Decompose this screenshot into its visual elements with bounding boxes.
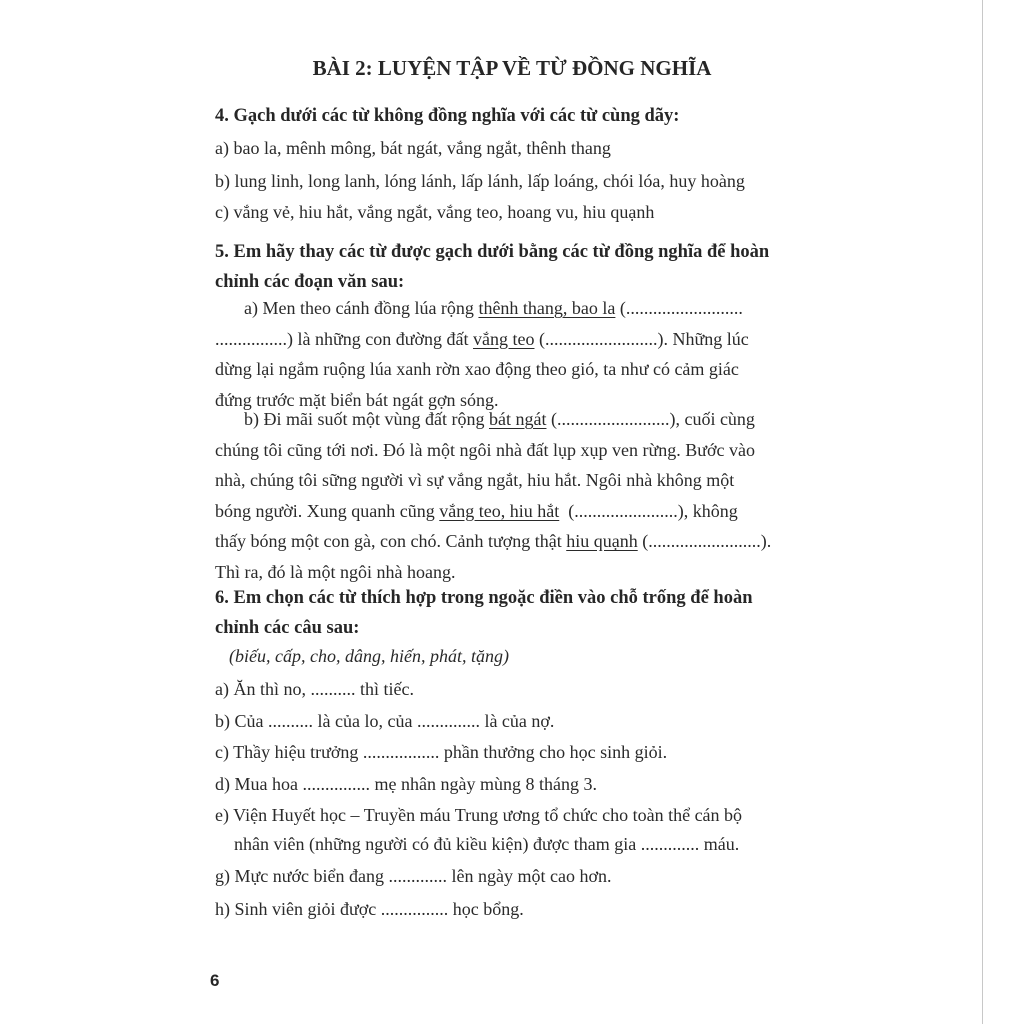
blank-fill: (.......................), không xyxy=(559,500,738,521)
page-number: 6 xyxy=(210,971,220,990)
exercise-5-heading xyxy=(215,237,825,297)
exercise-4-item-c: c) vắng vẻ, hiu hắt, vắng ngắt, vắng teo, hoang vu, hiu quạnh xyxy=(215,202,655,222)
page-edge xyxy=(982,0,983,1024)
underlined-phrase: hiu quạnh xyxy=(566,531,638,551)
text-segment: ................) là những con đường đất xyxy=(215,328,473,349)
exercise-6-heading xyxy=(215,583,825,643)
text-segment: b) Đi mãi suốt một vùng đất rộng xyxy=(244,409,489,429)
exercise-6-item-e-line-1: e) Viện Huyết học – Truyền máu Trung ương tổ chức cho toàn thể cán bộ xyxy=(215,805,743,825)
exercise-5-paragraph-b xyxy=(215,404,825,587)
exercise-6-item-c: c) Thầy hiệu trưởng ................. phần thưởng cho học sinh giỏi. xyxy=(215,742,668,762)
exercise-6-item-d: d) Mua hoa ............... mẹ nhân ngày mùng 8 tháng 3. xyxy=(215,774,597,794)
paragraph-b-line-4 xyxy=(215,496,825,527)
exercise-4-item-b: b) lung linh, long lanh, lóng lánh, lấp lánh, lấp loáng, chói lóa, huy hoàng xyxy=(215,171,745,191)
paragraph-b-line-5 xyxy=(215,526,825,557)
underlined-phrase: vắng teo, hiu hắt xyxy=(439,500,560,521)
blank-fill: (.........................). xyxy=(637,531,772,551)
paragraph-b-line-2: chúng tôi cũng tới nơi. Đó là một ngôi nhà đất lụp xụp ven rừng. Bước vào xyxy=(215,439,755,460)
exercise-6-item-g: g) Mực nước biển đang ............. lên ngày một cao hơn. xyxy=(215,866,612,886)
exercise-6-item-b: b) Của .......... là của lo, của .............. là của nợ. xyxy=(215,711,555,731)
exercise-6-heading-line-1: 6. Em chọn các từ thích hợp trong ngoặc điền vào chỗ trống để hoàn xyxy=(215,588,753,608)
paragraph-a-line-1 xyxy=(215,293,825,324)
paragraph-b-line-6: Thì ra, đó là một ngôi nhà hoang. xyxy=(215,561,456,582)
paragraph-b-line-3: nhà, chúng tôi sững người vì sự vắng ngắt, hiu hắt. Ngôi nhà không một xyxy=(215,470,735,490)
text-segment: bóng người. Xung quanh cũng xyxy=(215,500,440,521)
exercise-6-item-h: h) Sinh viên giỏi được ............... học bổng. xyxy=(215,899,524,919)
paragraph-b-line-1 xyxy=(215,404,825,435)
underlined-phrase: bát ngát xyxy=(488,409,547,429)
underlined-phrase: thênh thang, bao la xyxy=(478,298,616,318)
exercise-6-heading-line-2: chỉnh các câu sau: xyxy=(215,618,360,638)
blank-fill: (.......................... xyxy=(615,298,743,318)
exercise-6-item-a: a) Ăn thì no, .......... thì tiếc. xyxy=(215,679,414,699)
exercise-4-heading: 4. Gạch dưới các từ không đồng nghĩa với các từ cùng dãy: xyxy=(215,106,680,126)
word-choices: (biếu, cấp, cho, dâng, hiến, phát, tặng) xyxy=(229,646,509,666)
exercise-4-item-a: a) bao la, mênh mông, bát ngát, vắng ngắt, thênh thang xyxy=(215,138,611,158)
exercise-6-item-e-line-2: nhân viên (những người có đủ kiều kiện) được tham gia ............. máu. xyxy=(234,834,740,854)
exercise-5-paragraph-a xyxy=(215,293,825,415)
paragraph-a-line-3: dừng lại ngắm ruộng lúa xanh rờn xao động theo gió, ta như có cảm giác xyxy=(215,359,739,379)
blank-fill: (.........................), cuối cùng xyxy=(546,409,755,429)
text-segment: thấy bóng một con gà, con chó. Cảnh tượng thật xyxy=(215,531,567,551)
exercise-5-heading-line-2: chỉnh các đoạn văn sau: xyxy=(215,272,405,292)
paragraph-a-line-4: đứng trước mặt biển bát ngát gợn sóng. xyxy=(215,389,499,410)
blank-fill: (.........................). Những lúc xyxy=(534,328,749,349)
paragraph-a-line-2 xyxy=(215,324,825,355)
text-segment: a) Men theo cánh đồng lúa rộng xyxy=(244,298,479,318)
underlined-phrase: vắng teo xyxy=(473,328,535,349)
exercise-5-heading-line-1: 5. Em hãy thay các từ được gạch dưới bằng các từ đồng nghĩa để hoàn xyxy=(215,242,770,262)
lesson-title: BÀI 2: LUYỆN TẬP VỀ TỪ ĐỒNG NGHĨA xyxy=(312,56,712,80)
